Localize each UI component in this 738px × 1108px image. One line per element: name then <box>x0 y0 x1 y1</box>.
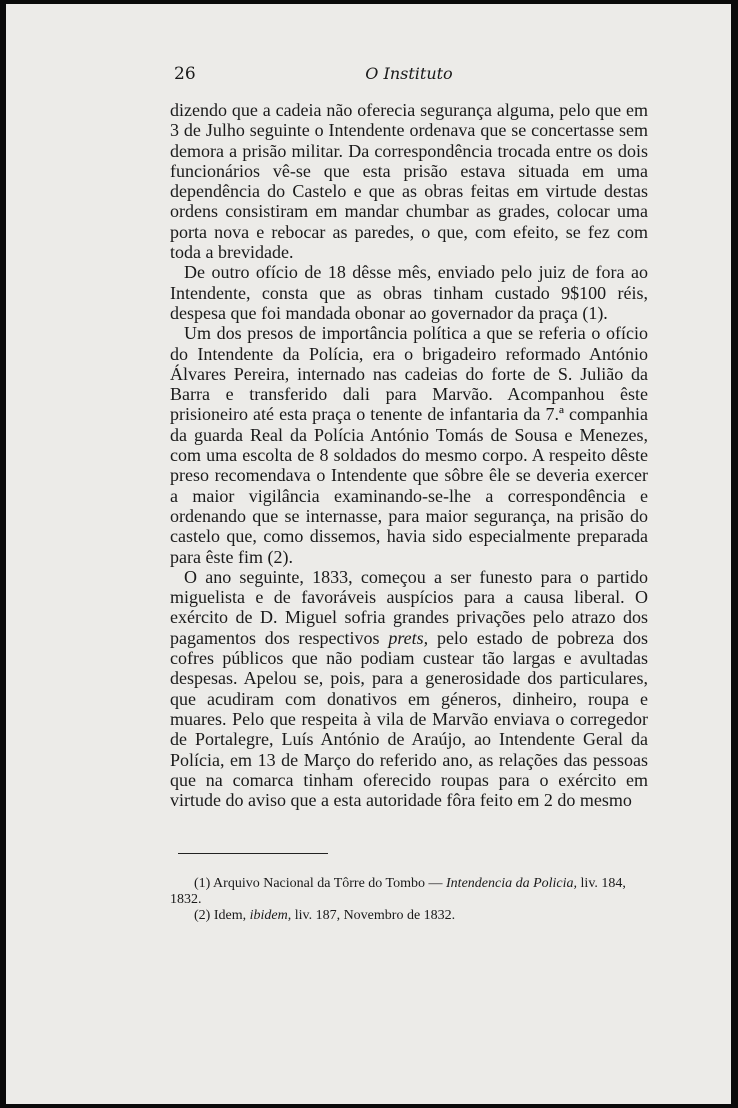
text-run: (2) Idem, <box>194 908 250 923</box>
footnote-1 <box>170 876 648 908</box>
footnote-rule <box>178 853 328 854</box>
text-run: liv. 187, Novembro de 1832. <box>291 908 456 923</box>
running-title: O Instituto <box>365 64 453 83</box>
paragraph-3 <box>170 323 648 567</box>
body-text <box>170 100 648 810</box>
italic-text: Intendencia da Policia, <box>446 876 578 891</box>
page-header <box>170 62 648 86</box>
text-run: liv. 184, 1832. <box>170 876 626 907</box>
footnote-2 <box>170 908 648 924</box>
paragraph-4 <box>170 567 648 811</box>
book-page <box>6 4 731 1104</box>
text-run: De outro ofício de 18 dêsse mês, enviado pelo juiz de fora ao Intendente, consta que as obras tinham custado 9$100 réis, despesa que foi mandada obonar ao governador da praça (1). <box>170 262 648 323</box>
footnotes <box>170 876 648 924</box>
italic-text: prets, <box>388 627 429 648</box>
text-run: pelo estado de pobreza dos cofres públicos que não podiam custear tão largas e avultadas despesas. Apelou se, pois, para a generosidade dos particulares, que acudiram com donativos em géneros, dinheiro, roupa e muares. Pelo que respeita à vila de Marvão enviava o corregedor de Portalegre, Luís António de Araújo, ao Intendente Geral da Polícia, em 13 de Março do referido ano, as relações das pessoas que na comarca tinham oferecido roupas para o exército em virtude do aviso que a esta autoridade fôra feito em 2 do mesmo <box>170 627 649 811</box>
text-run: Um dos presos de importância política a que se referia o ofício do Intendente da Polícia, era o brigadeiro reformado António Álvares Pereira, internado nas cadeias do forte de S. Julião da Barra e transferido dali para Marvão. Acompanhou êste prisioneiro até esta praça o tenente de infantaria da 7.ª companhia da guarda Real da Polícia António Tomás de Sousa e Menezes, com uma escolta de 8 soldados do mesmo corpo. A respeito dêste preso recomendava o Intendente que sôbre êle se deveria exercer a maior vigilância examinando-se-lhe a correspondência e ordenando que se internasse, para maior segurança, na prisão do castelo que, como dissemos, havia sido especialmente preparada para êste fim (2). <box>170 323 648 567</box>
text-run: dizendo que a cadeia não oferecia segurança alguma, pelo que em 3 de Julho seguinte o Intendente ordenava que se concertasse sem demora a prisão militar. Da correspondência trocada entre os dois funcionários vê-se que esta prisão estava situada em uma dependência do Castelo e que as obras feitas em virtude destas ordens consistiram em mandar chumbar as grades, colocar uma porta nova e rebocar as paredes, o que, com efeito, se fez com toda a brevidade. <box>170 100 648 263</box>
paragraph-1 <box>170 100 648 262</box>
paragraph-2 <box>170 262 648 323</box>
text-run: O ano seguinte, 1833, começou a ser funesto para o partido miguelista e de favoráveis auspícios para a causa liberal. O exército de D. Miguel sofria grandes privações pelo atrazo dos pagamentos dos respectivos <box>170 566 648 648</box>
text-run: (1) Arquivo Nacional da Tôrre do Tombo — <box>194 876 447 891</box>
italic-text: ibidem, <box>249 908 292 923</box>
page-number: 26 <box>174 64 196 84</box>
